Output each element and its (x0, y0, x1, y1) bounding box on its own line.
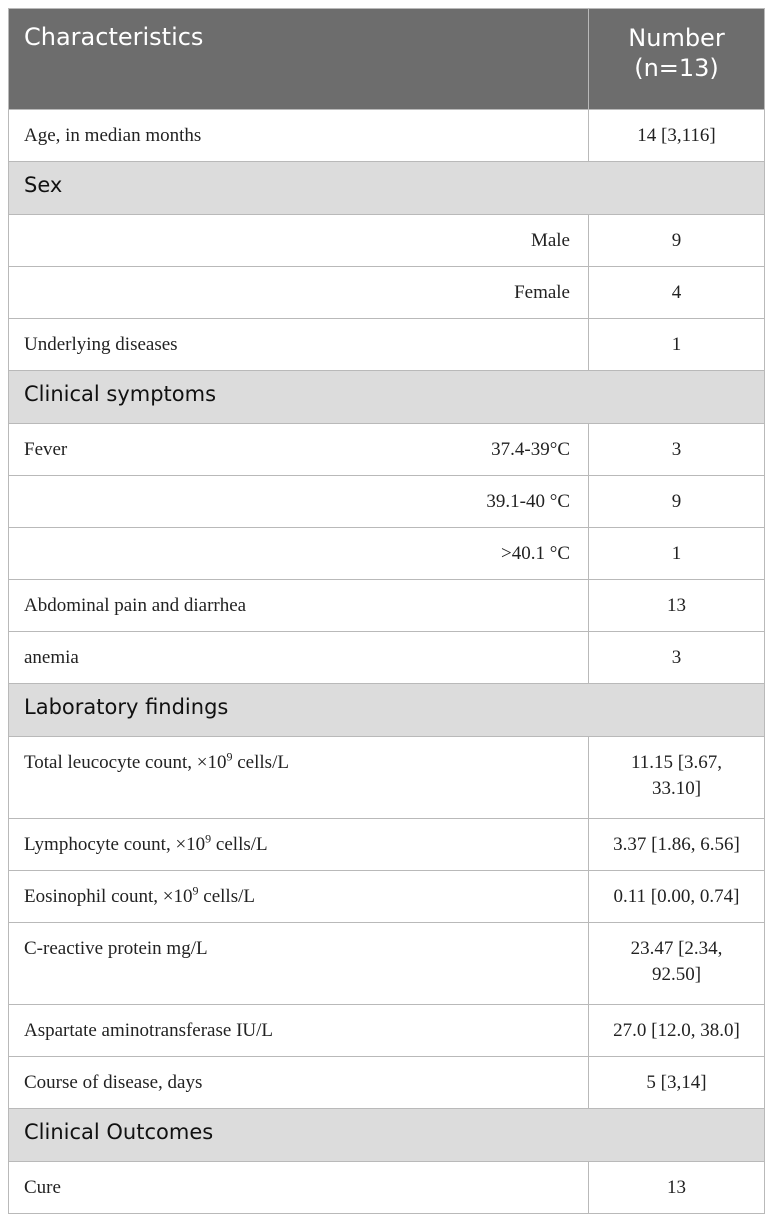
table-row (9, 1057, 765, 1109)
label-text: Lymphocyte count, ×10 (24, 834, 206, 855)
label-unit: cells/L (211, 834, 268, 855)
row-label: Age, in median months (9, 110, 589, 162)
row-label: Male (9, 215, 589, 267)
label-text: Eosinophil count, ×10 (24, 886, 193, 907)
header-number-label: Number (628, 24, 725, 52)
row-value: 13 (589, 1162, 765, 1214)
header-characteristics: Characteristics (9, 9, 589, 110)
label-unit: cells/L (232, 752, 289, 773)
table-row (9, 476, 765, 528)
row-value: 5 [3,14] (589, 1057, 765, 1109)
superscript: 9 (226, 749, 233, 764)
row-value: 9 (589, 476, 765, 528)
table-row (9, 1162, 765, 1214)
section-label: Sex (9, 162, 765, 215)
fever-range: 39.1-40 °C (9, 476, 589, 528)
table-row (9, 267, 765, 319)
table-row (9, 424, 765, 476)
row-value: 9 (589, 215, 765, 267)
row-value: 3 (589, 632, 765, 684)
section-label: Clinical Outcomes (9, 1109, 765, 1162)
row-value: 14 [3,116] (589, 110, 765, 162)
row-label: Cure (9, 1162, 589, 1214)
section-label: Clinical symptoms (9, 371, 765, 424)
fever-range: 37.4-39°C (491, 439, 570, 460)
value-line-2: 92.50] (651, 964, 702, 985)
row-value: 3 (589, 424, 765, 476)
row-value: 4 (589, 267, 765, 319)
section-row-clinical-outcomes (9, 1109, 765, 1162)
row-value: 13 (589, 580, 765, 632)
row-value: 27.0 [12.0, 38.0] (589, 1005, 765, 1057)
row-label (9, 819, 589, 871)
section-label: Laboratory findings (9, 684, 765, 737)
value-line-2: 33.10] (651, 778, 702, 799)
row-value: 1 (589, 319, 765, 371)
superscript: 9 (205, 831, 212, 846)
row-label: Female (9, 267, 589, 319)
row-label (9, 871, 589, 923)
fever-label: Fever (24, 439, 68, 460)
row-value: 3.37 [1.86, 6.56] (589, 819, 765, 871)
row-value: 1 (589, 528, 765, 580)
fever-range: >40.1 °C (9, 528, 589, 580)
characteristics-table (8, 8, 765, 1214)
row-label (9, 424, 589, 476)
table-row (9, 215, 765, 267)
section-row-clinical-symptoms (9, 371, 765, 424)
section-row-sex (9, 162, 765, 215)
label-text: Total leucocyte count, ×10 (24, 752, 227, 773)
table-row (9, 528, 765, 580)
table-row (9, 871, 765, 923)
label-unit: cells/L (198, 886, 255, 907)
table-row (9, 110, 765, 162)
table-header-row (9, 9, 765, 110)
row-label: anemia (9, 632, 589, 684)
table-row (9, 737, 765, 819)
table-row (9, 319, 765, 371)
row-label: Abdominal pain and diarrhea (9, 580, 589, 632)
table-row (9, 1005, 765, 1057)
table-row (9, 923, 765, 1005)
header-number (589, 9, 765, 110)
section-row-laboratory-findings (9, 684, 765, 737)
row-label (9, 737, 589, 819)
table-row (9, 819, 765, 871)
row-value (589, 923, 765, 1005)
row-label: Course of disease, days (9, 1057, 589, 1109)
table-row (9, 580, 765, 632)
superscript: 9 (192, 883, 199, 898)
row-value: 0.11 [0.00, 0.74] (589, 871, 765, 923)
row-label: C-reactive protein mg/L (9, 923, 589, 1005)
row-label: Underlying diseases (9, 319, 589, 371)
row-label: Aspartate aminotransferase IU/L (9, 1005, 589, 1057)
row-value (589, 737, 765, 819)
value-line-1: 11.15 [3.67, (630, 752, 723, 773)
table-row (9, 632, 765, 684)
value-line-1: 23.47 [2.34, (630, 938, 723, 959)
header-number-n: (n=13) (634, 54, 719, 82)
